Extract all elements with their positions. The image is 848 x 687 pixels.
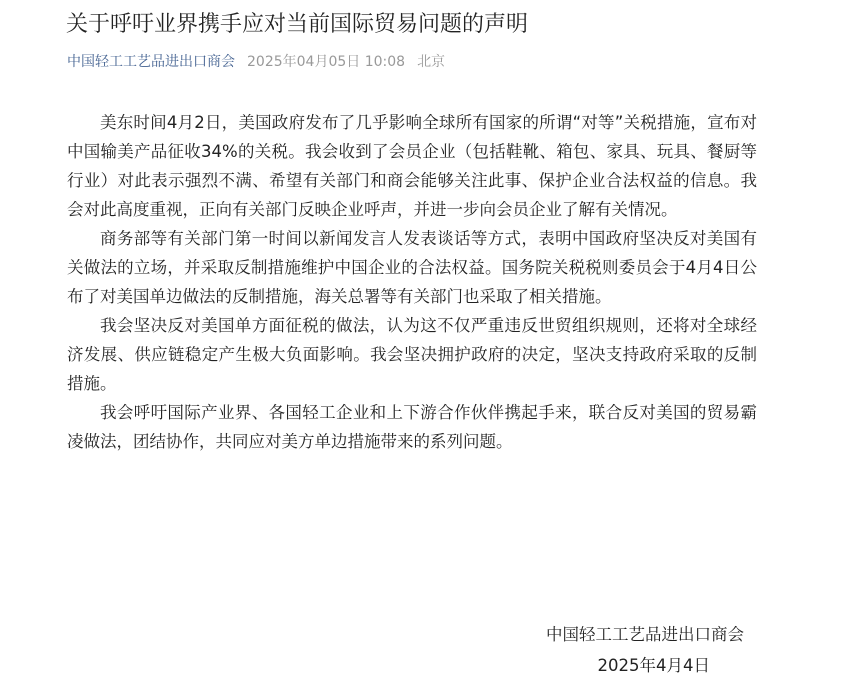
publish-location: 北京 (417, 54, 446, 70)
signature-date: 2025年4月4日 (597, 656, 710, 675)
article-meta (67, 52, 445, 72)
paragraph-3: 我会坚决反对美国单方面征税的做法，认为这不仅严重违反世贸组织规则，还将对全球经济发展、供应链稳定产生极大负面影响。我会坚决拥护政府的决定，坚决支持政府采取的反制措施。 (67, 316, 757, 393)
signature-organization: 中国轻工工艺品进出口商会 (546, 625, 744, 644)
publish-datetime: 2025年04月05日 10:08 (247, 54, 406, 70)
article-body (67, 108, 757, 456)
signature-block (546, 620, 744, 680)
paragraph-2: 商务部等有关部门第一时间以新闻发言人发表谈话等方式，表明中国政府坚决反对美国有关做法的立场，并采取反制措施维护中国企业的合法权益。国务院关税税则委员会于4月4日公布了对美国单边做法的反制措施，海关总署等有关部门也采取了相关措施。 (67, 229, 757, 306)
source-link[interactable]: 中国轻工工艺品进出口商会 (67, 54, 235, 70)
paragraph-1: 美东时间4月2日，美国政府发布了几乎影响全球所有国家的所谓“对等”关税措施，宣布对中国输美产品征收34%的关税。我会收到了会员企业（包括鞋靴、箱包、家具、玩具、餐厨等行业）对此表示强烈不满、希望有关部门和商会能够关注此事、保护企业合法权益的信息。我会对此高度重视，正向有关部门反映企业呼声，并进一步向会员企业了解有关情况。 (67, 113, 757, 219)
article-title: 关于呼吁业界携手应对当前国际贸易问题的声明 (66, 12, 529, 37)
paragraph-4: 我会呼吁国际产业界、各国轻工企业和上下游合作伙伴携起手来，联合反对美国的贸易霸凌做法，团结协作，共同应对美方单边措施带来的系列问题。 (67, 403, 757, 451)
